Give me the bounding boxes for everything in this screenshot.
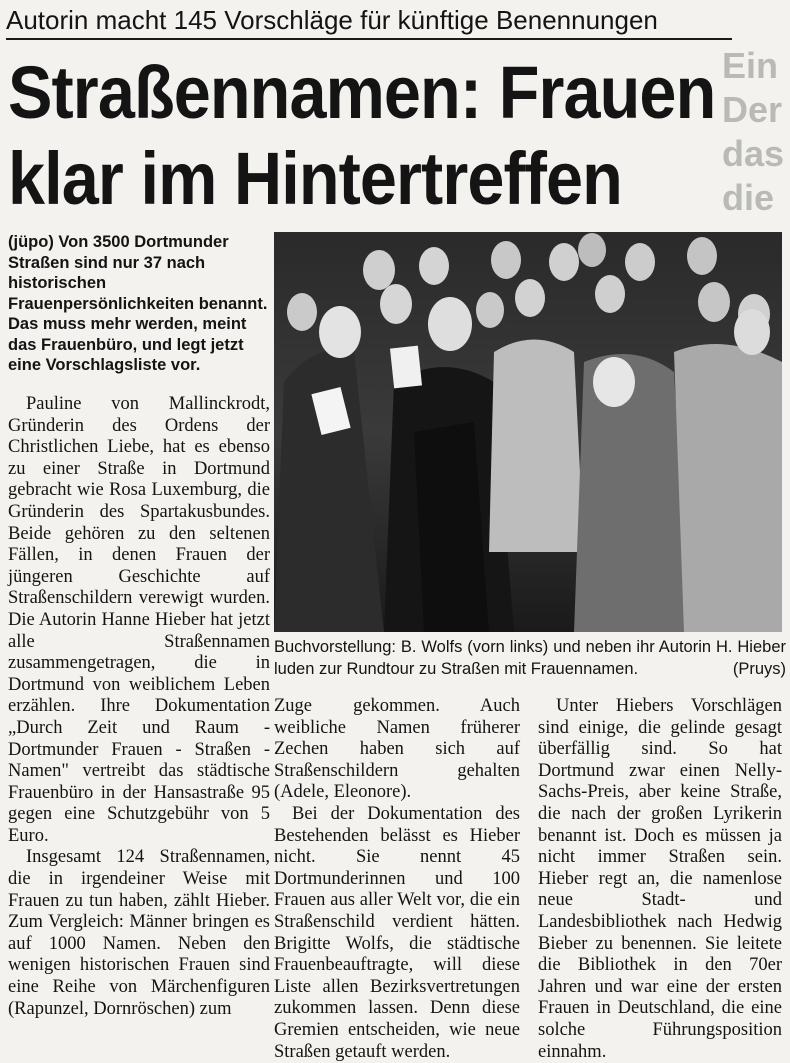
bleed-through-text: Ein Der das die <box>722 45 785 218</box>
headline <box>8 50 716 222</box>
paragraph: Bei der Dokumentation des Bestehenden belässt es Hieber nicht. Sie nennt 45 Dortmunderinnen und 100 Frauen aus aller Welt vor, die ein Straßenschild verdient hätten. Brigitte Wolfs, die städtische Frauenbeauftragte, will diese Liste allen Bezirksvertretungen zukommen lassen. Denn diese Gremien entscheiden, wie neue Straßen getauft werden. <box>274 803 520 1062</box>
paragraph: Unter Hiebers Vorschlägen sind einige, die gelinde gesagt überfällig sind. So hat Dortmund zwar einen Nelly-Sachs-Preis, aber keine Straße, die nach der großen Lyrikerin benannt ist. Doch es müssen ja nicht immer Straßen sein. Hieber regt an, die namenlose neue Stadt- und Landesbibliothek nach Hedwig Bieber zu benennen. Sie leitete die Bibliothek in den 70er Jahren und war eine der ersten Frauen in Deutschland, die eine solche Führungsposition einnahm. <box>538 696 782 1062</box>
headline-line-2: klar im Hintertreffen <box>8 137 622 220</box>
kicker-line: Autorin macht 145 Vorschläge für künftige Benennungen <box>6 4 732 40</box>
article-column-3 <box>538 696 782 1063</box>
paragraph: Insgesamt 124 Straßennamen, die in irgendeiner Weise mit Frauen zu tun haben, zählt Hieber. Zum Vergleich: Männer bringen es auf 1000 Namen. Neben den wenigen historischen Frauen sind eine Reihe von Märchenfiguren (Rapunzel, Dornröschen) zum <box>8 847 270 1019</box>
article-column-1 <box>8 394 270 1020</box>
photo-credit: (Pruys) <box>732 660 786 678</box>
photo-caption <box>274 636 786 680</box>
article-column-2 <box>274 696 520 1063</box>
paragraph: Pauline von Mallinckrodt, Gründerin des Ordens der Christlichen Liebe, hat es ebenso zu einer Straße in Dortmund gebracht wie Rosa Luxemburg, die Gründerin des Spartakusbundes. Beide gehören zu den seltenen Fällen, in denen Frauen der jüngeren Geschichte auf Straßenschildern verewigt wurden. Die Autorin Hanne Hieber hat jetzt alle Straßennamen zusammengetragen, die in Dortmund von weiblichem Leben erzählen. Ihre Dokumentation „Durch Zeit und Raum - Dortmunder Frauen - Straßen - Namen" vertreibt das städtische Frauenbüro in der Hansastraße 95 gegen eine Schutzgebühr von 5 Euro. <box>8 394 270 846</box>
paragraph: Zuge gekommen. Auch weibliche Namen früherer Zechen haben sich auf Straßenschildern gehalten (Adele, Eleonore). <box>274 696 520 803</box>
group-photo <box>274 232 782 632</box>
headline-line-1: Straßennamen: Frauen <box>8 51 716 134</box>
caption-text: Buchvorstellung: B. Wolfs (vorn links) und neben ihr Autorin H. Hieber luden zur Rundtour zu Straßen mit Frauennamen. <box>274 638 786 678</box>
lead-paragraph: (jüpo) Von 3500 Dortmunder Straßen sind nur 37 nach historischen Frauenpersönlichkeiten benannt. Das muss mehr werden, meint das Frauenbüro, und legt jetzt eine Vorschlagsliste vor. <box>8 233 268 374</box>
